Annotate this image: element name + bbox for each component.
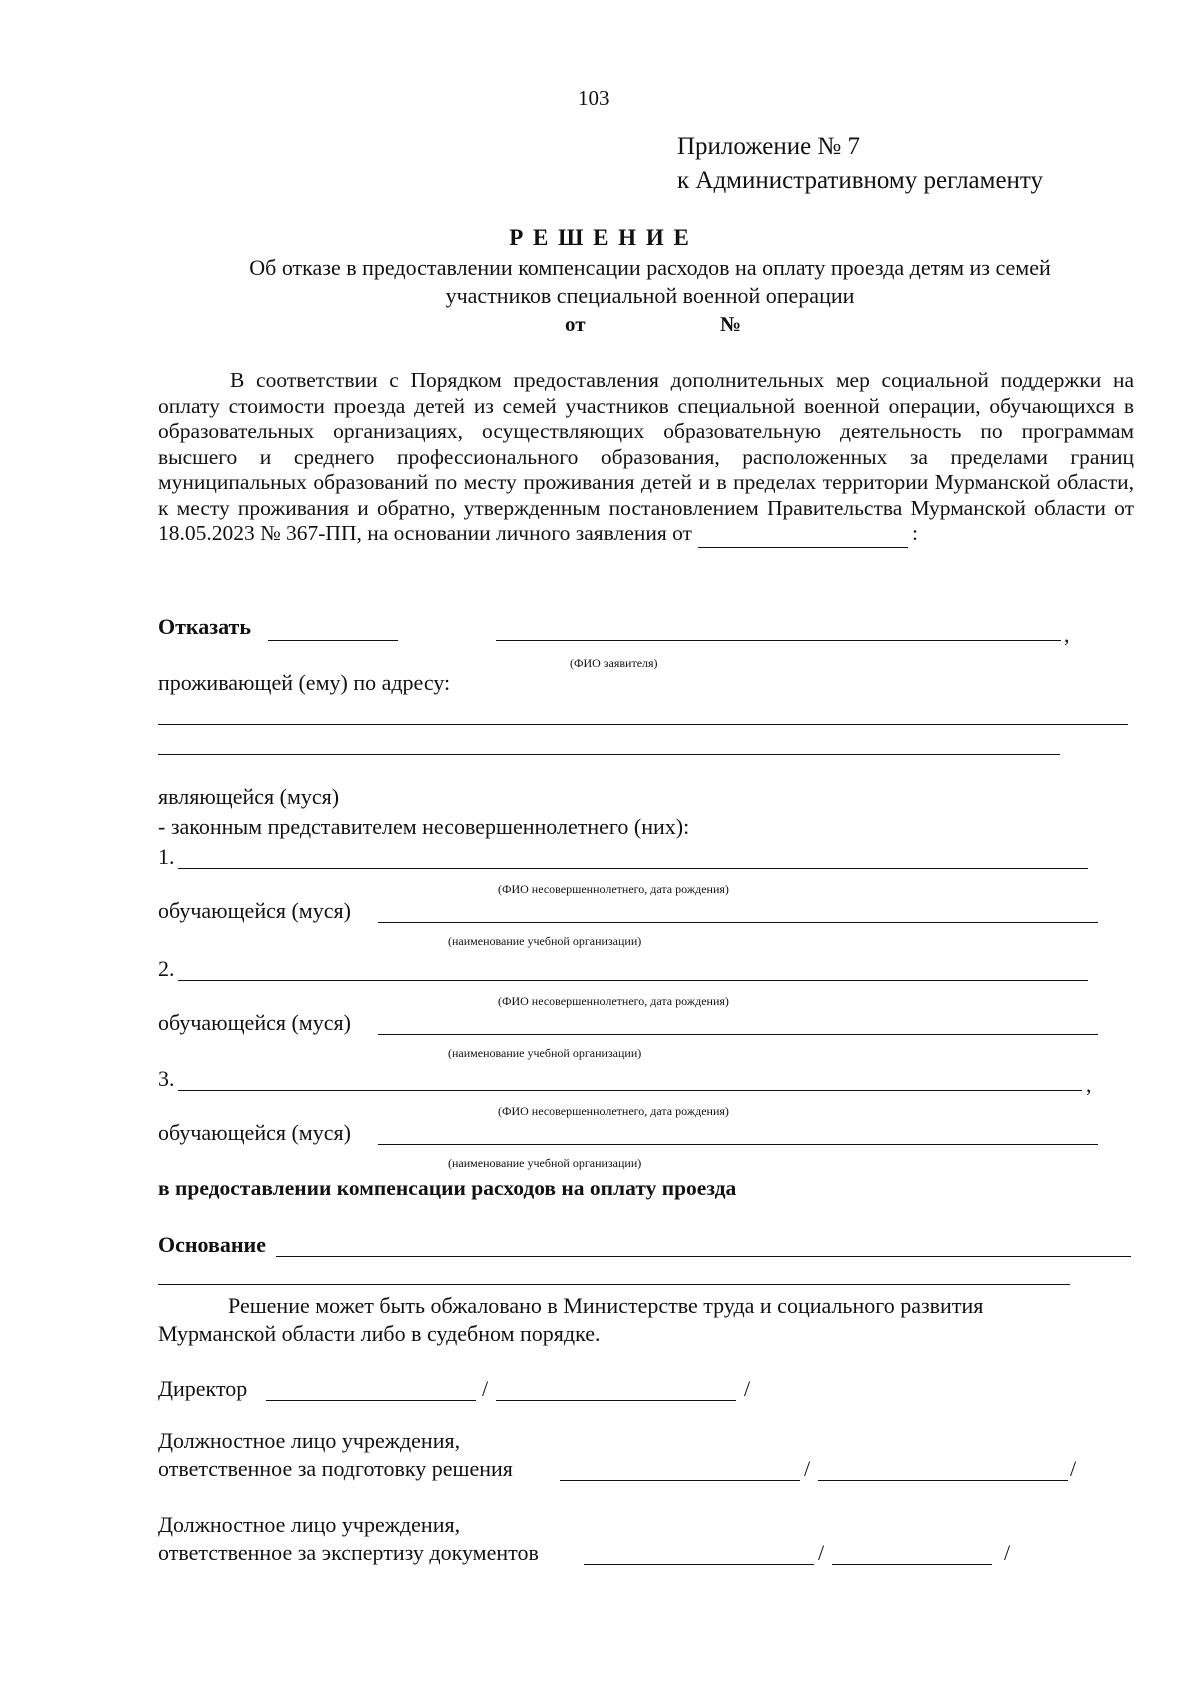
address-field-line2[interactable] (158, 754, 1060, 755)
compensation-line: в предоставлении компенсации расходов на оплату проезда (158, 1176, 737, 1200)
child-2-number: 2. (158, 956, 175, 981)
child-1-org-caption: (наименование учебной организации) (448, 934, 642, 948)
child-1-name-field[interactable] (178, 868, 1088, 869)
child-1-name-caption: (ФИО несовершеннолетнего, дата рождения) (498, 882, 729, 896)
director-slash-2: / (744, 1376, 751, 1401)
paragraph-text: В соответствии с Порядком предоставления дополнительных мер социальной поддержки на оплату стоимости проезда детей из семей участников специальной военной операции, обучающихся в образовательных организациях, осуществляющих образовательную деятельность по программам высшего и среднего профессионального образования, расположенных за пределами границ муниципальных образований по месту проживания детей и в пределах территории Мурманской области, к месту проживания и обратно, утвержденным постановлением Правительства Мурманской области от 18.05.2023 № 367-ПП, на основании личного заявления от (158, 368, 1134, 545)
child-1-number: 1. (158, 844, 175, 869)
date-from-label: от (565, 312, 586, 336)
child-2-study-label: обучающейся (муся) (158, 1010, 351, 1035)
child-3-comma: , (1086, 1072, 1092, 1097)
official2-line2: ответственное за экспертизу документов (158, 1540, 539, 1565)
child-2-name-caption: (ФИО несовершеннолетнего, дата рождения) (498, 994, 729, 1008)
address-label: проживающей (ему) по адресу: (158, 670, 451, 695)
application-date-field[interactable] (698, 521, 908, 548)
applicant-name-field-a[interactable] (268, 640, 398, 641)
appendix-line1: Приложение № 7 (677, 133, 861, 160)
child-2-org-field[interactable] (378, 1034, 1098, 1035)
document-title: Р Е Ш Е Н И Е (509, 225, 691, 250)
official2-signature-field[interactable] (584, 1564, 814, 1565)
official2-name-field[interactable] (832, 1564, 992, 1565)
applicant-name-field-b[interactable] (496, 640, 1061, 641)
page-number: 103 (578, 86, 610, 110)
official2-slash-1: / (818, 1540, 825, 1565)
child-2-name-field[interactable] (178, 980, 1088, 981)
official2-line1: Должностное лицо учреждения, (158, 1512, 461, 1537)
address-field-line1[interactable] (158, 724, 1128, 725)
appendix-line2: к Административному регламенту (677, 167, 1044, 194)
official1-signature-field[interactable] (560, 1480, 800, 1481)
official1-slash-1: / (804, 1456, 811, 1481)
child-3-name-field[interactable] (178, 1090, 1082, 1091)
child-1-study-label: обучающейся (муся) (158, 898, 351, 923)
document-subtitle: Об отказе в предоставлении компенсации расходов на оплату проезда детям из семей участников специальной военной операции (249, 255, 1051, 308)
paragraph-end: : (911, 521, 918, 545)
official1-line1: Должностное лицо учреждения, (158, 1428, 461, 1453)
appeal-text: Решение может быть обжаловано в Министерстве труда и социального развития Мурманской области либо в судебном порядке. (158, 1293, 984, 1346)
official2-slash-2: / (1004, 1540, 1011, 1565)
child-1-org-field[interactable] (378, 922, 1098, 923)
child-3-org-field[interactable] (378, 1144, 1098, 1145)
refuse-label: Отказать (158, 614, 251, 639)
child-3-org-caption: (наименование учебной организации) (448, 1156, 642, 1170)
child-3-study-label: обучающейся (муся) (158, 1120, 351, 1145)
child-3-name-caption: (ФИО несовершеннолетнего, дата рождения) (498, 1104, 729, 1118)
official1-name-field[interactable] (818, 1480, 1068, 1481)
representative-line2: - законным представителем несовершеннолетнего (них): (158, 814, 690, 839)
child-3-number: 3. (158, 1066, 175, 1091)
child-2-org-caption: (наименование учебной организации) (448, 1046, 642, 1060)
director-label: Директор (158, 1376, 248, 1401)
basis-paragraph (158, 368, 1134, 548)
number-label: № (720, 312, 742, 336)
director-signature-field[interactable] (266, 1400, 476, 1401)
representative-line1: являющейся (муся) (158, 784, 340, 809)
basis-label: Основание (158, 1232, 267, 1257)
basis-field-line2[interactable] (158, 1284, 1070, 1285)
refuse-comma: , (1064, 622, 1070, 647)
director-name-field[interactable] (496, 1400, 736, 1401)
basis-field-line1[interactable] (276, 1256, 1131, 1257)
applicant-caption: (ФИО заявителя) (570, 656, 658, 670)
official1-slash-2: / (1070, 1456, 1077, 1481)
official1-line2: ответственное за подготовку решения (158, 1456, 513, 1481)
director-slash-1: / (482, 1376, 489, 1401)
